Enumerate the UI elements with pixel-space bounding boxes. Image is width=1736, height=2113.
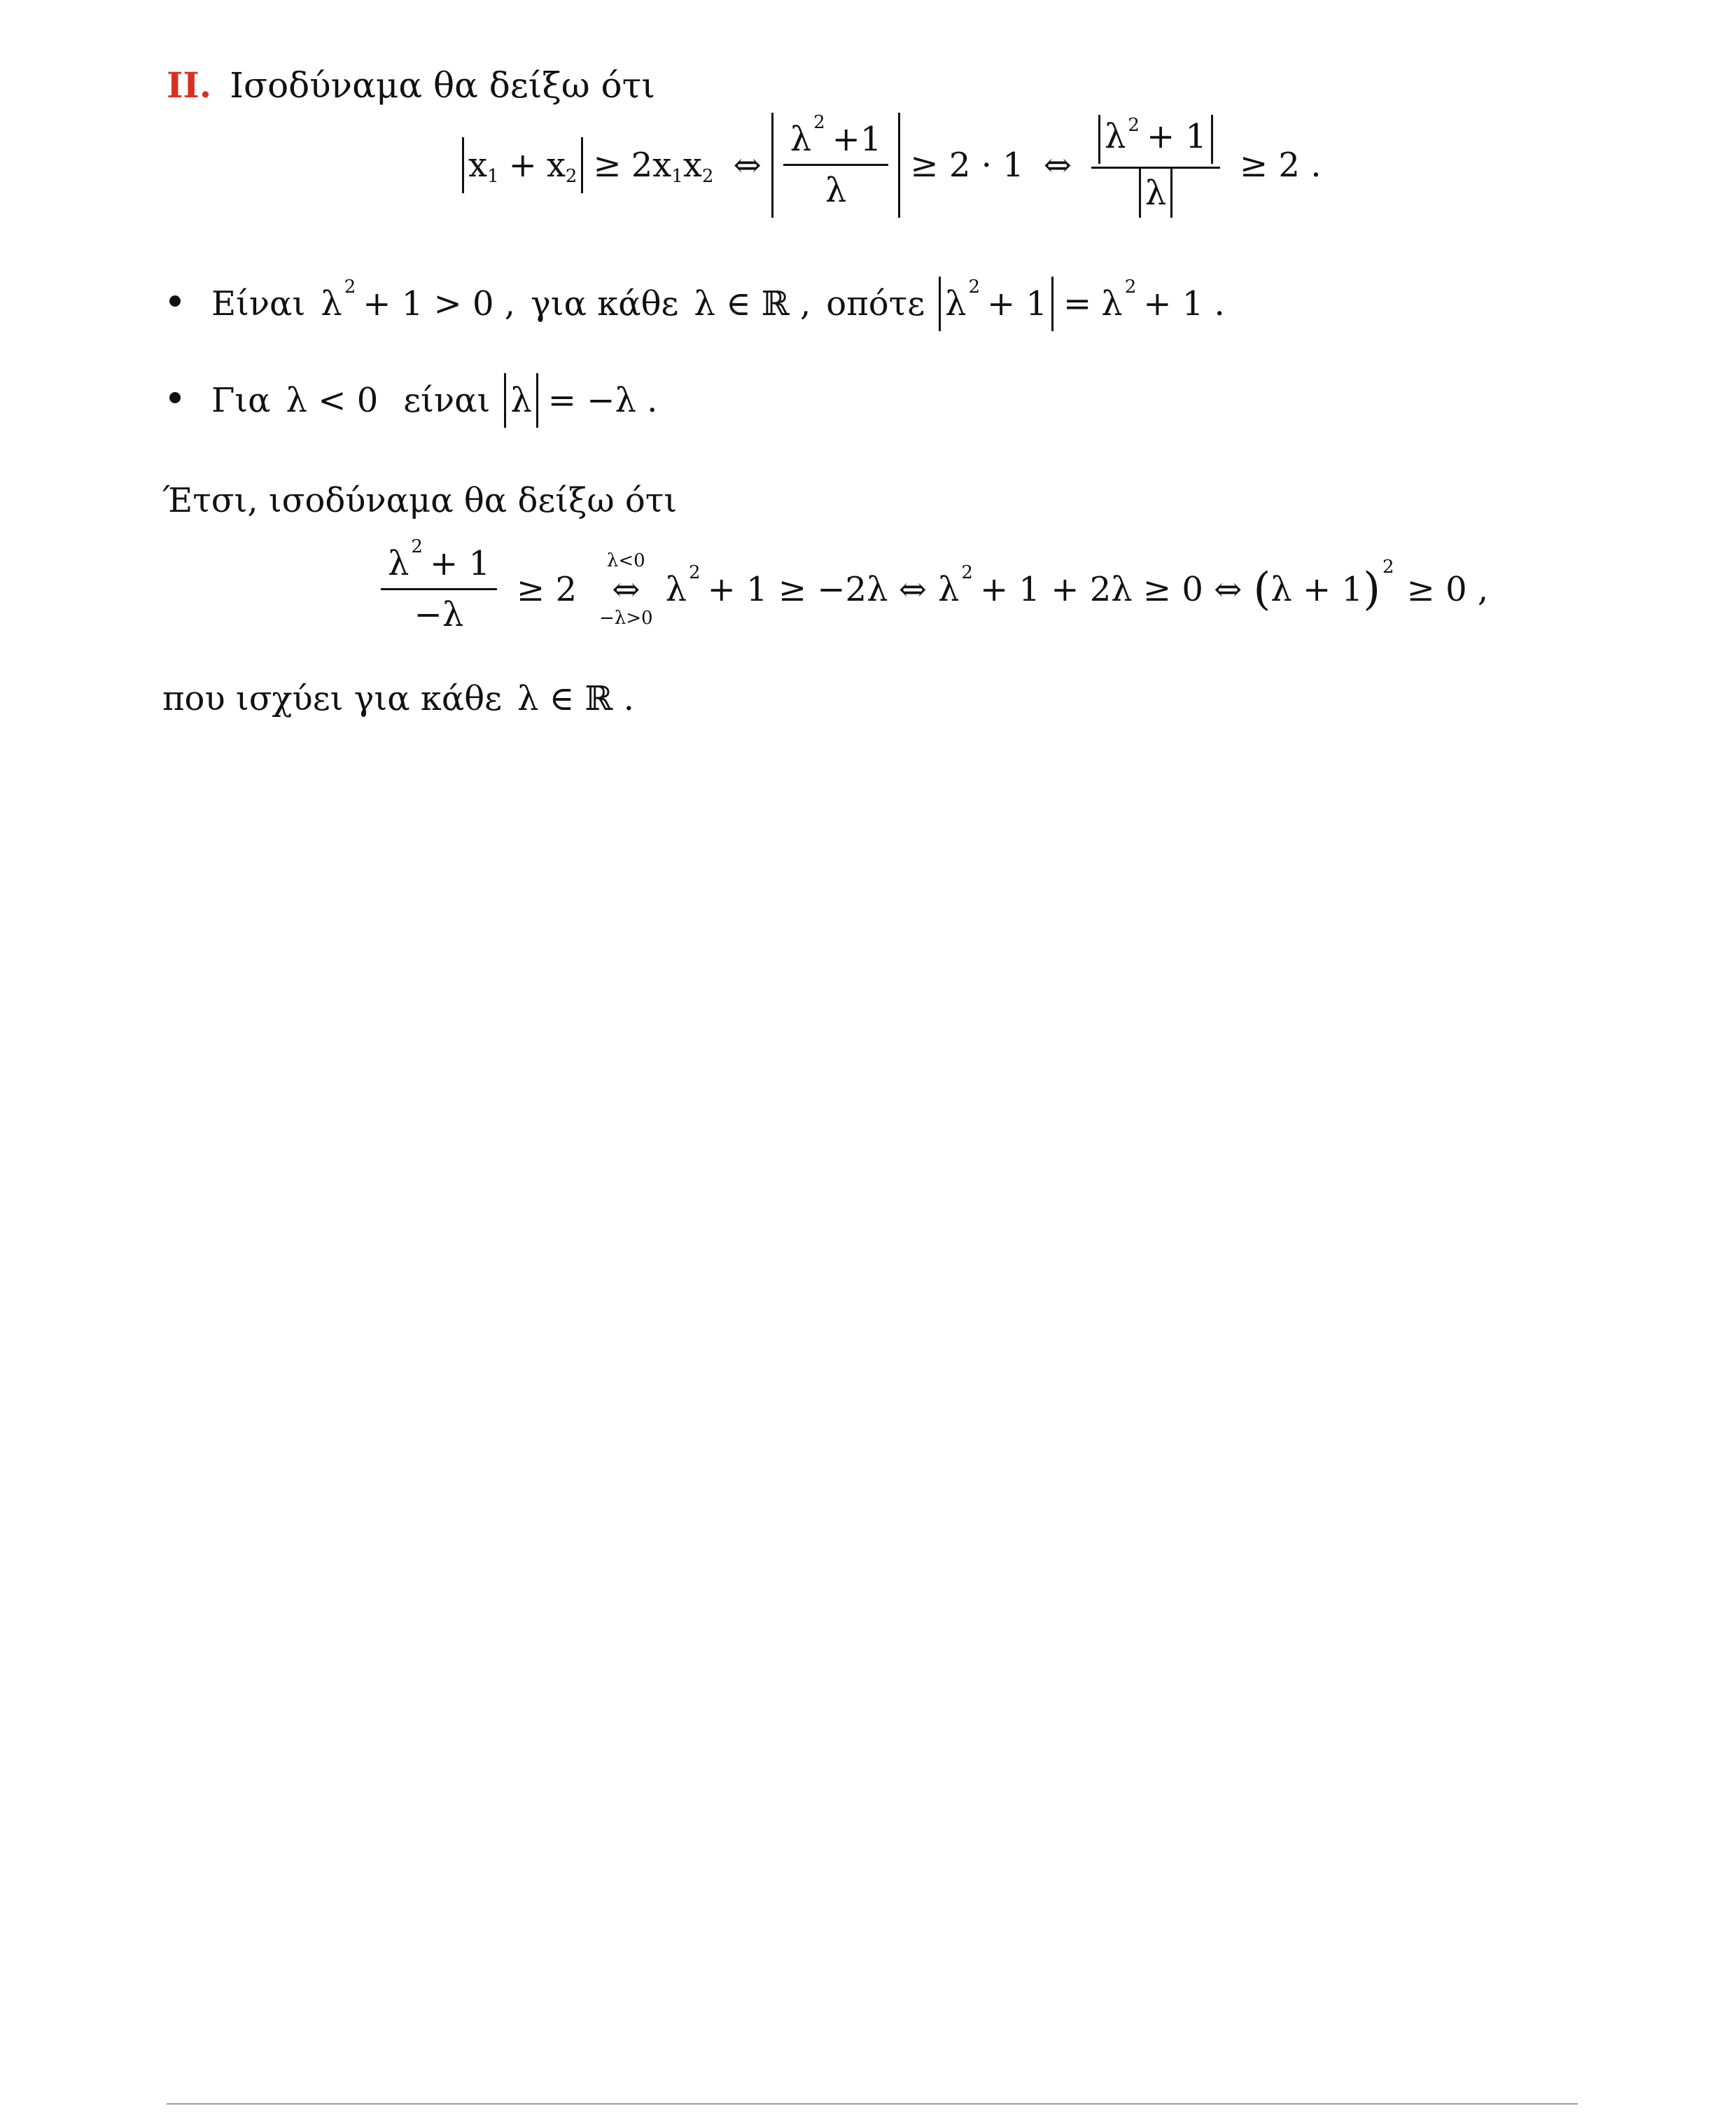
bullet-dot-1 [169, 295, 181, 307]
abs-sum: x 1 + x 2 [462, 137, 583, 193]
abs-lambda: λ [504, 373, 538, 428]
equation-2: λ 2 + 1 −λ ≥ 2 λ<0 ⇔ −λ>0 λ 2 + 1 ≥ −2λ ⇔ λ 2 + 1 + 2λ ≥ 0 ⇔ ( λ + 1 ) 2 ≥ 0 , [371, 539, 1488, 639]
abs-fraction [771, 113, 901, 218]
prose-line-2: Έτσι, ισοδύναμα θα δείξω ότι [162, 481, 678, 520]
fraction-2: $\frac{\lambda ^2 + 1}{\lambda}$ [1091, 112, 1220, 218]
fraction-1: λ 2 +1 λ [783, 115, 889, 215]
bullet-dot-2 [169, 392, 181, 403]
fraction-3: λ 2 + 1 −λ [381, 539, 497, 639]
prose-line-3: που ισχύει για κάθε λ ∈ ℝ . [162, 679, 634, 718]
equation-1: x 1 + x 2 ≥ 2x 1 x 2 ⇔ λ 2 +1 λ ≥ 2 · 1 ⇔ $\frac{\lambda ^2 + 1}{\lambda}$ ≥ 2 . [462, 112, 1331, 218]
conditional-iff: λ<0 ⇔ −λ>0 [599, 550, 653, 629]
section-heading-text: Ισοδύναμα θα δείξω ότι [230, 65, 655, 106]
abs-lambda-sq: λ 2 + 1 [939, 277, 1054, 331]
section-heading [167, 57, 655, 113]
footer-rule [167, 2103, 1578, 2105]
section-number: II. [167, 64, 212, 106]
bullet-item-2: Για λ < 0 είναι λ = −λ . [211, 373, 657, 428]
bullet-item-1: Είναι λ 2 + 1 > 0 , για κάθε λ ∈ ℝ , οπότε λ 2 + 1 = λ 2 + 1 . [211, 277, 1225, 331]
